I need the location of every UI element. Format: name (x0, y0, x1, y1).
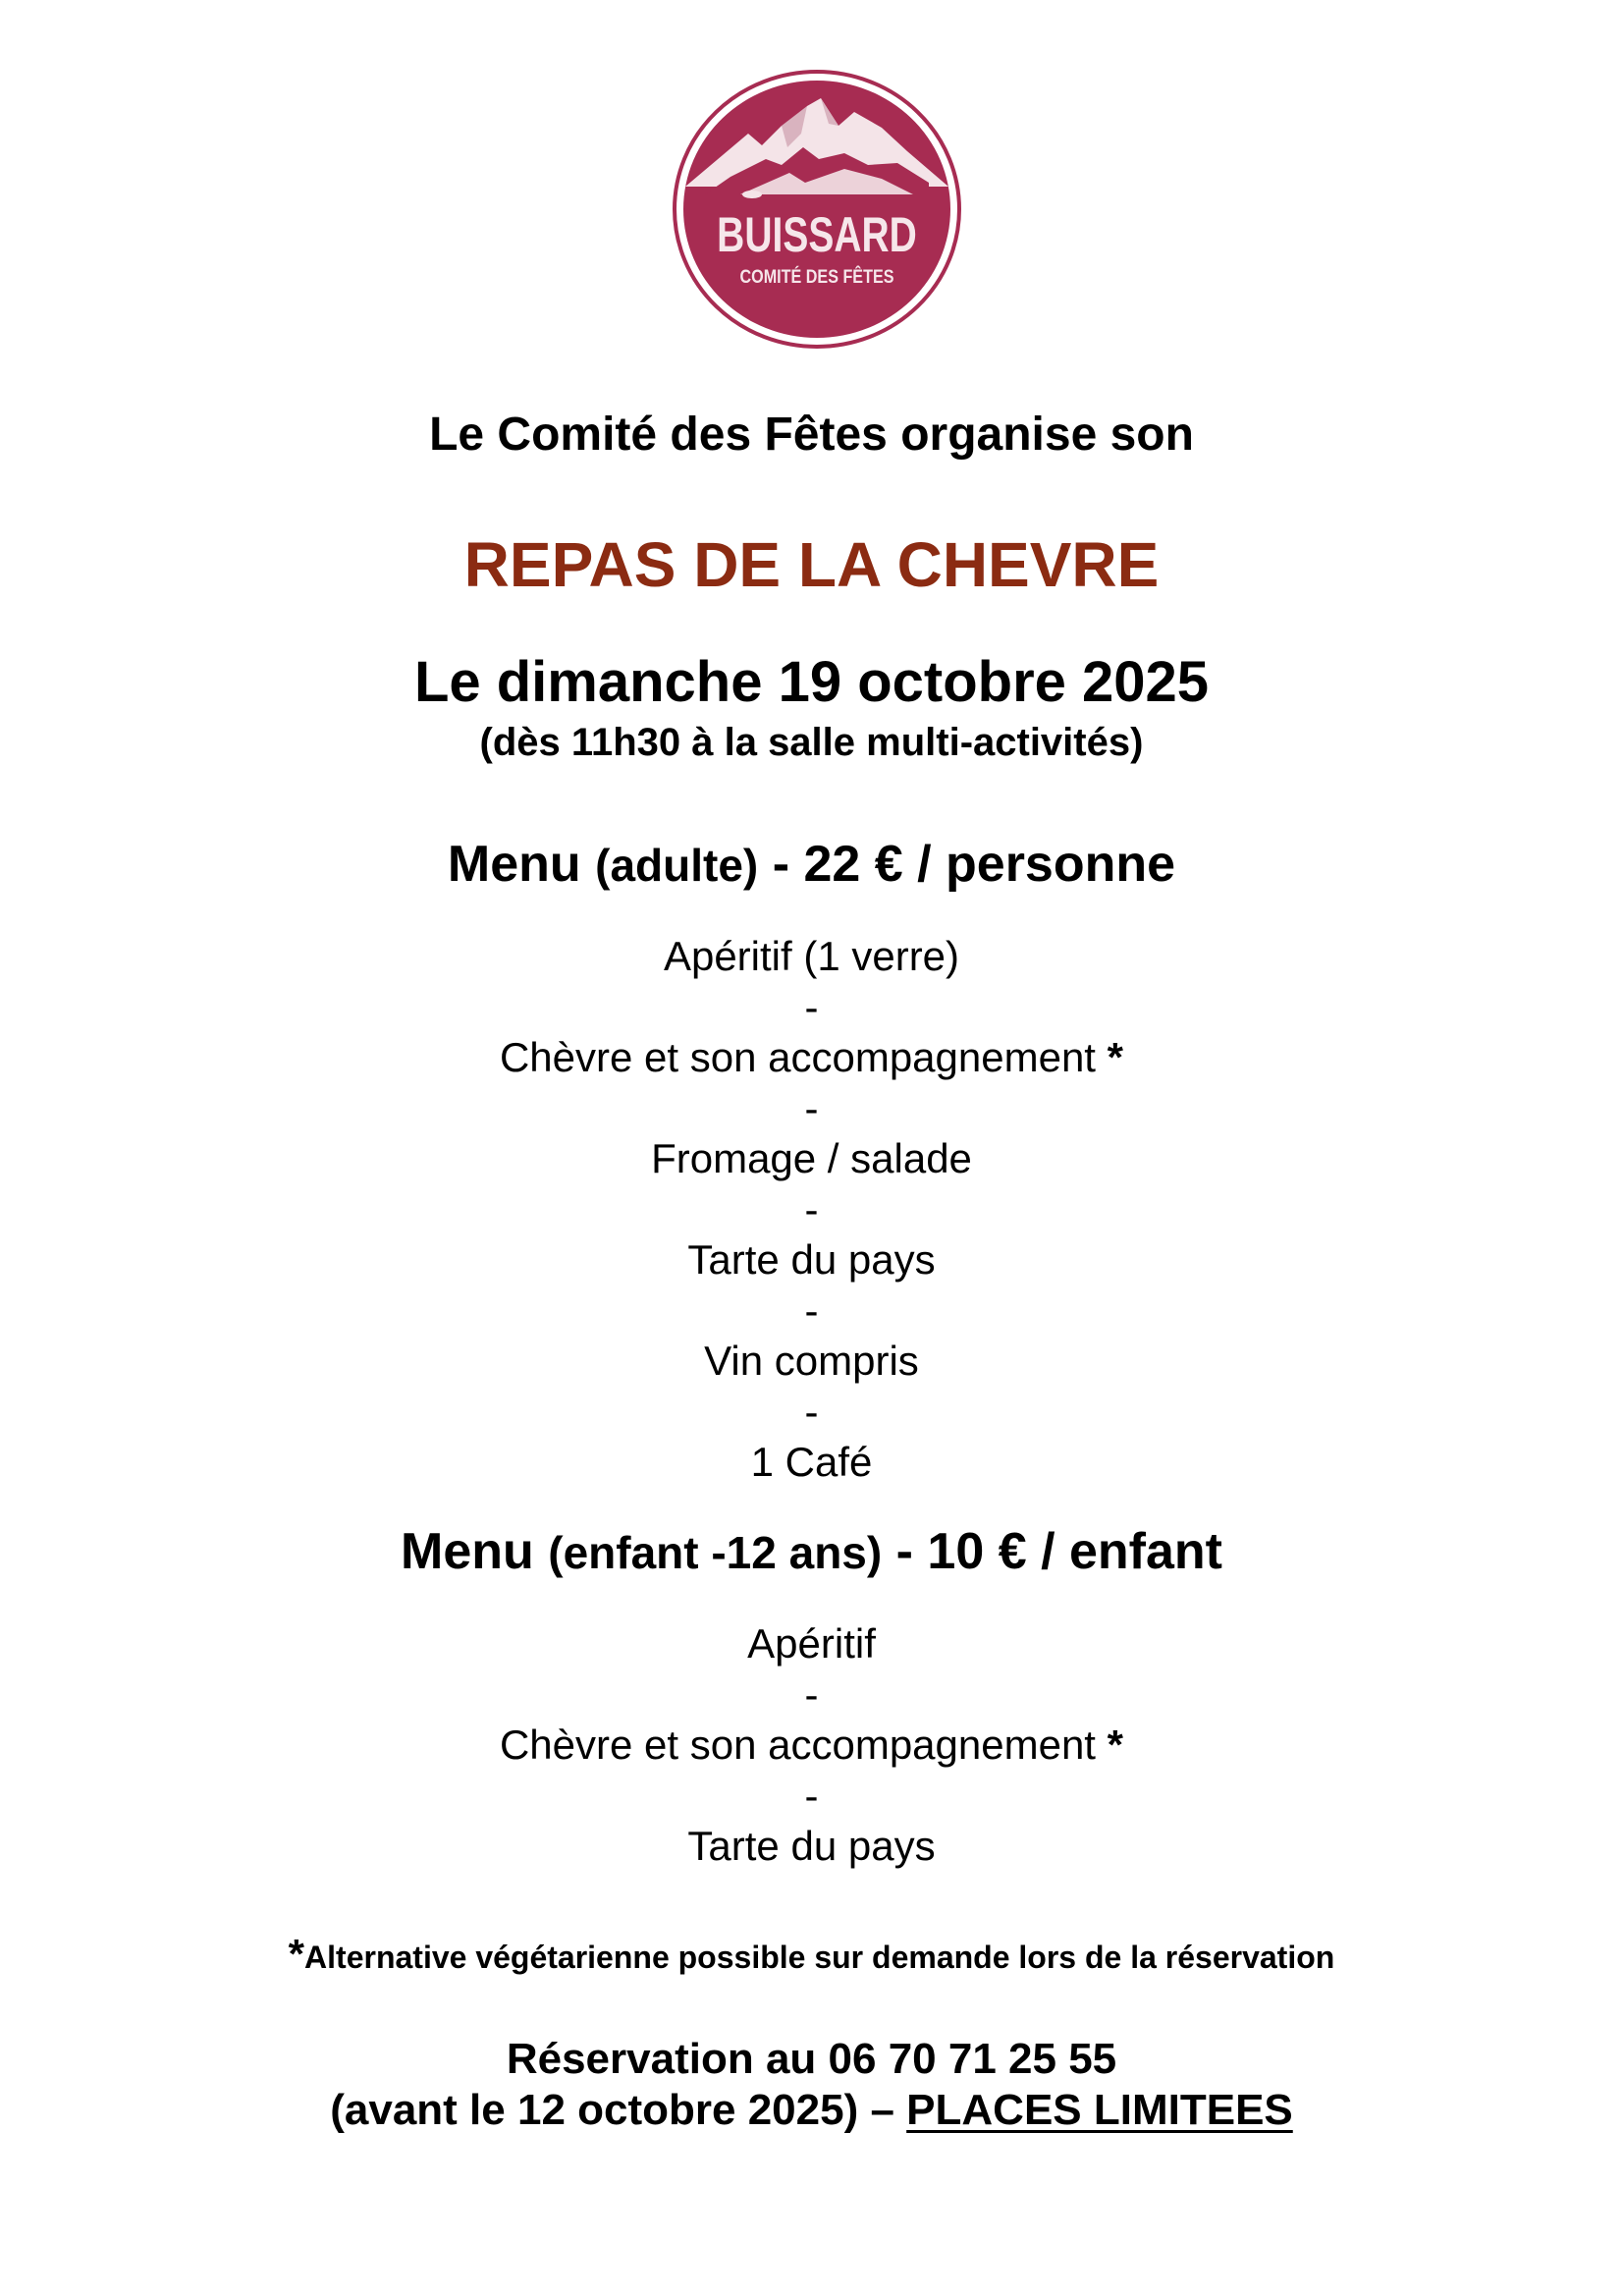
asterisk-mark: * (288, 1931, 305, 1977)
menu-separator: - (804, 983, 819, 1030)
buissard-logo (672, 69, 962, 350)
menu-child-list (0, 1618, 1623, 1872)
logo-name: BUISSARD (717, 206, 917, 263)
reservation-deadline-text: (avant le 12 octobre 2025) – (330, 2086, 907, 2134)
menu-item: Chèvre et son accompagnement * (499, 1034, 1124, 1080)
asterisk-mark: * (1107, 1722, 1124, 1768)
menu-separator: - (804, 1670, 819, 1718)
menu-item: Apéritif (1 verre) (663, 933, 960, 979)
menu-child-heading (0, 1522, 1623, 1581)
menu-item: Fromage / salade (651, 1135, 972, 1181)
menu-child-heading-label: Menu (401, 1523, 549, 1580)
menu-adult-heading-audience: (adulte) (595, 840, 759, 891)
reservation-phone: Réservation au 06 70 71 25 55 (506, 2035, 1117, 2083)
menu-adult-heading (0, 835, 1623, 894)
menu-child-heading-price: - 10 € / enfant (882, 1523, 1222, 1580)
menu-item: 1 Café (750, 1439, 873, 1485)
event-date: Le dimanche 19 octobre 2025 (413, 650, 1210, 714)
menu-child-heading-audience: (enfant -12 ans) (548, 1527, 883, 1578)
menu-item: Tarte du pays (687, 1823, 936, 1869)
intro-text: Le Comité des Fêtes organise son (429, 409, 1194, 461)
menu-separator: - (804, 1185, 819, 1232)
menu-item: Tarte du pays (687, 1236, 936, 1283)
menu-separator: - (804, 1772, 819, 1819)
event-time-location: (dès 11h30 à la salle multi-activités) (479, 721, 1144, 764)
vegetarian-note-text: Alternative végétarienne possible sur demande lors de la réservation (304, 1940, 1335, 1975)
vegetarian-note (0, 1931, 1623, 1978)
menu-adult-list (0, 931, 1623, 1488)
menu-adult-heading-label: Menu (447, 836, 596, 893)
menu-separator: - (804, 1084, 819, 1131)
menu-item: Chèvre et son accompagnement * (499, 1722, 1124, 1768)
menu-item: Apéritif (747, 1620, 876, 1667)
event-title: REPAS DE LA CHEVRE (463, 529, 1160, 600)
reservation-deadline (0, 2086, 1623, 2135)
menu-adult-heading-price: - 22 € / personne (758, 836, 1176, 893)
menu-separator: - (804, 1286, 819, 1334)
limited-places-notice: PLACES LIMITEES (906, 2086, 1293, 2134)
menu-separator: - (804, 1388, 819, 1435)
asterisk-mark: * (1107, 1034, 1124, 1080)
logo-tagline: COMITÉ DES FÊTES (739, 265, 894, 288)
menu-item: Vin compris (704, 1338, 919, 1384)
